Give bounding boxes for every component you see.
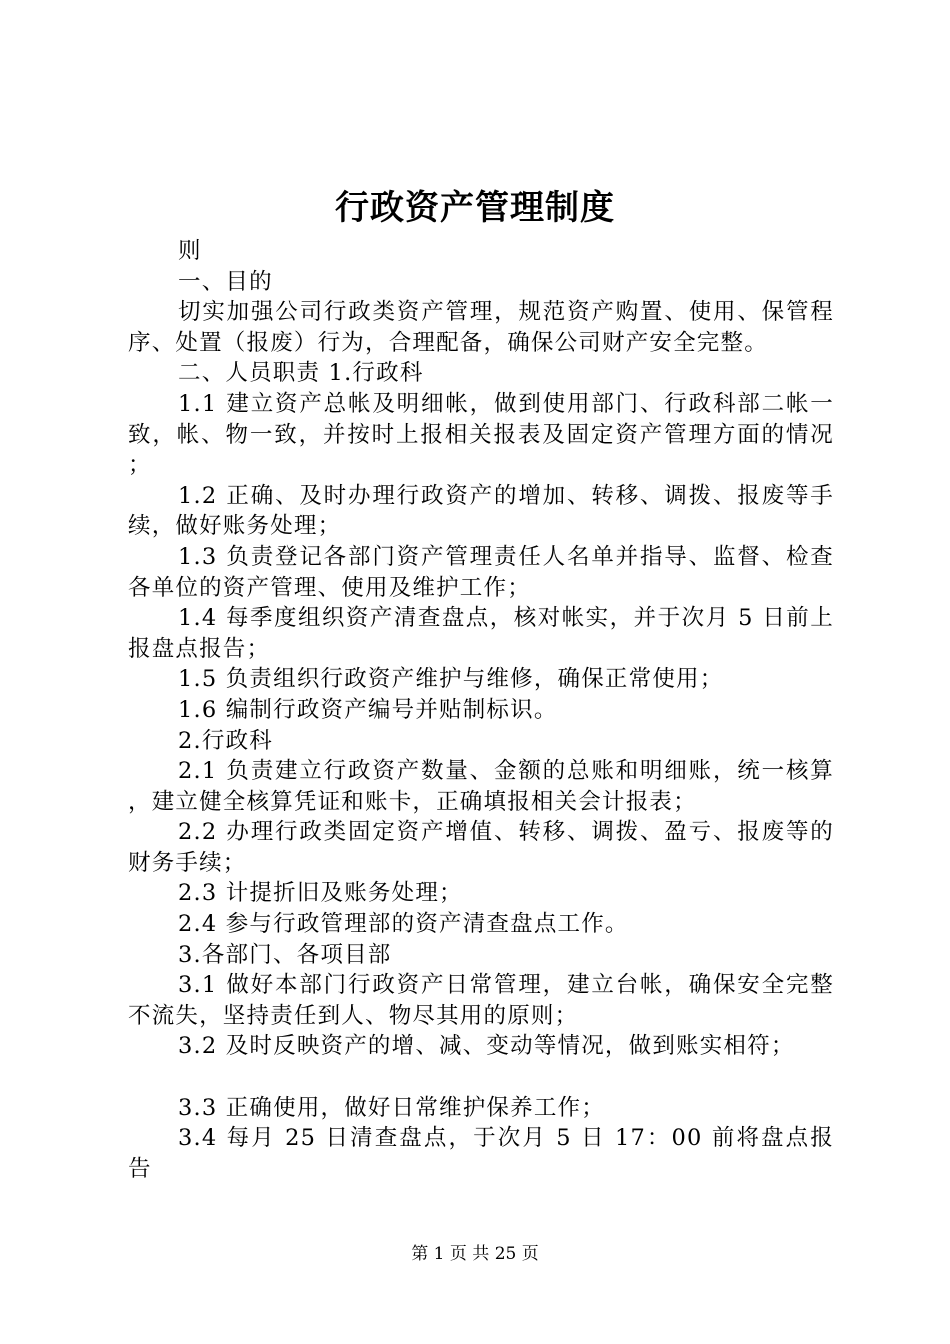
paragraph: 切实加强公司行政类资产管理，规范资产购置、使用、保管程序、处置（报废）行为，合理配备，确保公司财产安全完整。 (128, 299, 834, 356)
document-body (128, 236, 834, 1184)
paragraph: 2.2 办理行政类固定资产增值、转移、调拨、盈亏、报废等的财务手续； (128, 819, 834, 876)
paragraph: 1.2 正确、及时办理行政资产的增加、转移、调拨、报废等手续，做好账务处理； (128, 482, 834, 540)
paragraph: 2.4 参与行政管理部的资产清查盘点工作。 (178, 911, 629, 938)
paragraph: 3.1 做好本部门行政资产日常管理，建立台帐，确保安全完整不流失，坚持责任到人、物尽其用的原则； (128, 972, 834, 1029)
paragraph: 1.5 负责组织行政资产维护与维修，确保正常使用； (178, 666, 724, 693)
document-title: 行政资产管理制度 (335, 188, 615, 228)
blank-line (128, 1062, 834, 1093)
paragraph: 1.3 负责登记各部门资产管理责任人名单并指导、监督、检查各单位的资产管理、使用及维护工作； (128, 543, 834, 601)
paragraph: 1.1 建立资产总帐及明细帐，做到使用部门、行政科部二帐一致，帐、物一致，并按时上报相关报表及固定资产管理方面的情况； (128, 390, 834, 479)
page-footer: 第 1 页 共 25 页 (411, 1244, 539, 1264)
paragraph: 3.2 及时反映资产的增、减、变动等情况，做到账实相符； (178, 1033, 795, 1060)
section-heading: 3.各部门、各项目部 (178, 941, 392, 968)
paragraph: 3.3 正确使用，做好日常维护保养工作； (178, 1094, 605, 1121)
paragraph: 3.4 每月 25 日清查盘点，于次月 5 日 17：00 前将盘点报告 (128, 1125, 834, 1182)
paragraph: 则 (178, 238, 202, 264)
section-heading: 一、目的 (178, 268, 273, 295)
section-heading: 二、人员职责 1.行政科 (178, 360, 424, 387)
paragraph: 1.6 编制行政资产编号并贴制标识。 (178, 696, 558, 723)
section-heading: 2.行政科 (178, 727, 273, 754)
paragraph: 1.4 每季度组织资产清查盘点，核对帐实，并于次月 5 日前上报盘点报告； (128, 605, 834, 662)
paragraph: 2.3 计提折旧及账务处理； (178, 880, 463, 907)
paragraph: 2.1 负责建立行政资产数量、金额的总账和明细账，统一核算，建立健全核算凭证和账卡，正确填报相关会计报表； (128, 758, 834, 815)
